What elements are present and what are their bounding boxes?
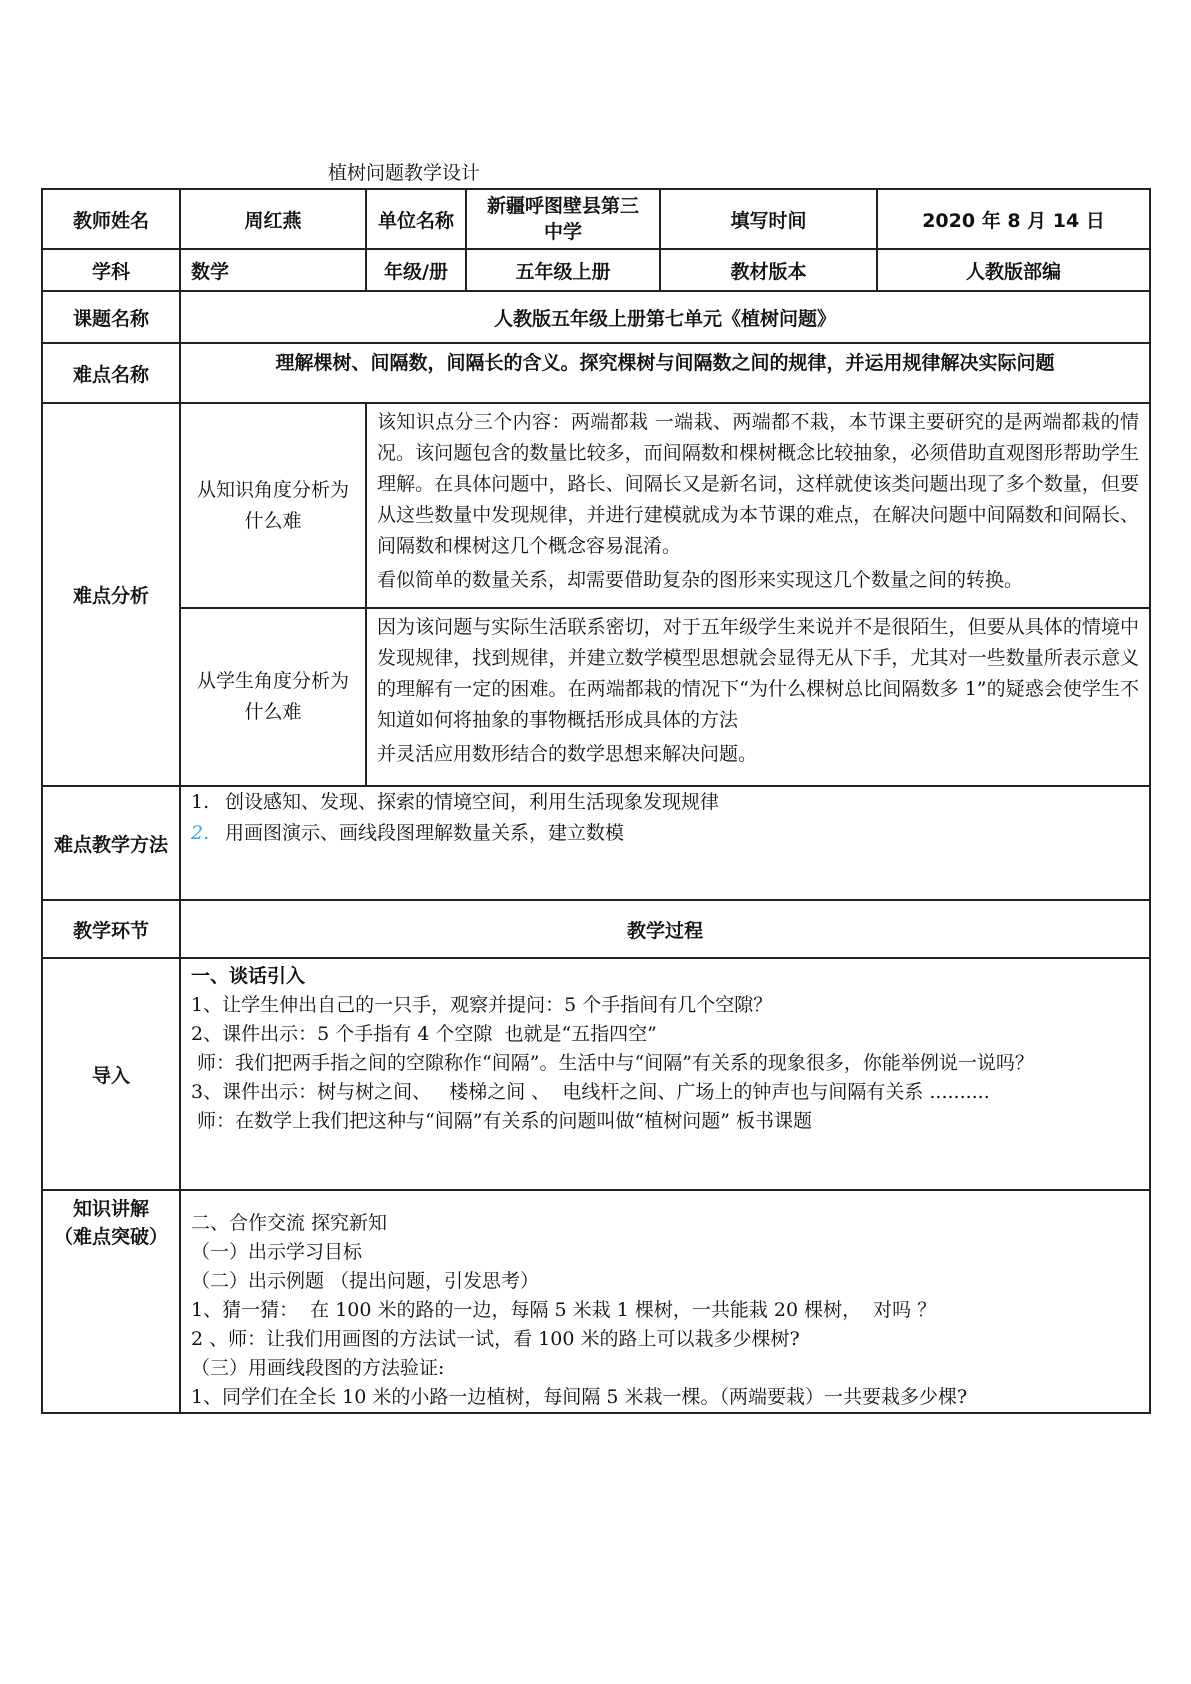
grade-value: 五年级上册	[466, 249, 660, 291]
date-label: 填写时间	[660, 189, 877, 249]
intro-label: 导入	[42, 958, 180, 1190]
knowledge-label-line2: （难点突破）	[53, 1226, 168, 1248]
knowledge-content	[180, 1190, 1150, 1413]
teacher-name: 周红燕	[180, 189, 366, 249]
method-label: 难点教学方法	[42, 786, 180, 900]
process-label: 教学过程	[180, 900, 1150, 958]
intro-heading: 一、谈话引入	[191, 965, 306, 987]
method-item-number: 1.	[191, 791, 210, 813]
difficulty-label: 难点名称	[42, 343, 180, 403]
subject-value: 数学	[180, 249, 366, 291]
lesson-plan-table	[41, 188, 1151, 1414]
method-item-text: 用画图演示、画线段图理解数量关系，建立数模	[225, 822, 625, 844]
table-row	[42, 786, 1150, 900]
table-row	[42, 608, 1150, 786]
knowledge-label	[42, 1190, 180, 1413]
table-row	[42, 189, 1150, 249]
grade-label: 年级/册	[366, 249, 466, 291]
student-angle-paragraph: 因为该问题与实际生活联系密切，对于五年级学生来说并不是很陌生，但要从具体的情境中发现规律，找到规律，并建立数学模型思想就会显得无从下手，尤其对一些数量所表示意义的理解有一定的困难。在两端都栽的情况下“为什么棵树总比间隔数多 1”的疑惑会使学生不知道如何将抽象的事物概括形成具体的方法	[377, 616, 1140, 731]
knowledge-angle-text	[366, 403, 1150, 608]
table-row	[42, 900, 1150, 958]
knowledge-line: （二）出示例题 （提出问题，引发思考）	[191, 1270, 540, 1292]
knowledge-line: （一）出示学习目标	[191, 1241, 363, 1263]
knowledge-line: 1、同学们在全长 10 米的小路一边植树，每间隔 5 米栽一棵。（两端要栽）一共要栽多少棵?	[191, 1386, 968, 1408]
intro-line: 1、让学生伸出自己的一只手，观察并提问：5 个手指间有几个空隙？	[191, 994, 773, 1016]
topic-value: 人教版五年级上册第七单元《植树问题》	[180, 291, 1150, 343]
intro-line: 2、课件出示：5 个手指有 4 个空隙 也就是“五指四空”	[191, 1023, 657, 1045]
knowledge-angle-label: 从知识角度分析为什么难	[180, 403, 366, 608]
method-item-2	[181, 818, 1149, 849]
teacher-label: 教师姓名	[42, 189, 180, 249]
knowledge-line: 2 、师：让我们用画图的方法试一试，看 100 米的路上可以栽多少棵树?	[191, 1328, 800, 1350]
edition-label: 教材版本	[660, 249, 877, 291]
knowledge-angle-paragraph: 该知识点分三个内容：两端都栽 一端栽、两端都不栽，本节课主要研究的是两端都栽的情况。该问题包含的数量比较多，而间隔数和棵树概念比较抽象，必须借助直观图形帮助学生理解。在具体问题中，路长、间隔长又是新名词，这样就使该类问题出现了多个数量，但要从这些数量中发现规律，并进行建模就成为本节课的难点，在解决问题中间隔数和间隔长、间隔数和棵树这几个概念容易混淆。	[377, 411, 1140, 557]
student-angle-text	[366, 608, 1150, 786]
knowledge-line: （三）用画线段图的方法验证:	[191, 1357, 445, 1379]
intro-content	[180, 958, 1150, 1190]
difficulty-value: 理解棵树、间隔数，间隔长的含义。探究棵树与间隔数之间的规律，并运用规律解决实际问题	[180, 343, 1150, 403]
analysis-label: 难点分析	[42, 403, 180, 786]
student-angle-paragraph-2: 并灵活应用数形结合的数学思想来解决问题。	[377, 743, 758, 765]
table-row	[42, 343, 1150, 403]
table-row	[42, 403, 1150, 608]
edition-value: 人教版部编	[877, 249, 1150, 291]
table-row	[42, 291, 1150, 343]
knowledge-line: 二、合作交流 探究新知	[191, 1212, 388, 1234]
knowledge-label-line1: 知识讲解	[72, 1198, 149, 1220]
method-item-number: 2.	[191, 822, 210, 844]
table-row	[42, 1190, 1150, 1413]
intro-line: 3、课件出示：树与树之间、 楼梯之间 、 电线杆之间、广场上的钟声也与间隔有关系 ..........	[191, 1081, 990, 1103]
unit-label: 单位名称	[366, 189, 466, 249]
intro-line: 师：我们把两手指之间的空隙称作“间隔”。生活中与“间隔”有关系的现象很多，你能举例说一说吗？	[191, 1052, 1034, 1074]
unit-name-line2: 中学	[543, 221, 582, 243]
knowledge-angle-paragraph-2: 看似简单的数量关系，却需要借助复杂的图形来实现这几个数量之间的转换。	[377, 569, 1024, 591]
knowledge-line: 1、猜一猜： 在 100 米的路的一边，每隔 5 米栽 1 棵树，一共能栽 20 棵树， 对吗 ？	[191, 1299, 937, 1321]
method-item-text: 创设感知、发现、探索的情境空间，利用生活现象发现规律	[225, 791, 720, 813]
topic-label: 课题名称	[42, 291, 180, 343]
process-stage-label: 教学环节	[42, 900, 180, 958]
unit-name	[466, 189, 660, 249]
unit-name-line1: 新疆呼图壁县第三	[486, 195, 639, 217]
document-title: 植树问题教学设计	[328, 162, 481, 184]
date-value: 2020 年 8 月 14 日	[877, 189, 1150, 249]
subject-label: 学科	[42, 249, 180, 291]
table-row	[42, 249, 1150, 291]
method-item-1	[181, 787, 1149, 818]
table-row	[42, 958, 1150, 1190]
method-list	[180, 786, 1150, 900]
intro-line: 师：在数学上我们把这种与“间隔”有关系的问题叫做“植树问题” 板书课题	[191, 1110, 812, 1132]
student-angle-label: 从学生角度分析为什么难	[180, 608, 366, 786]
